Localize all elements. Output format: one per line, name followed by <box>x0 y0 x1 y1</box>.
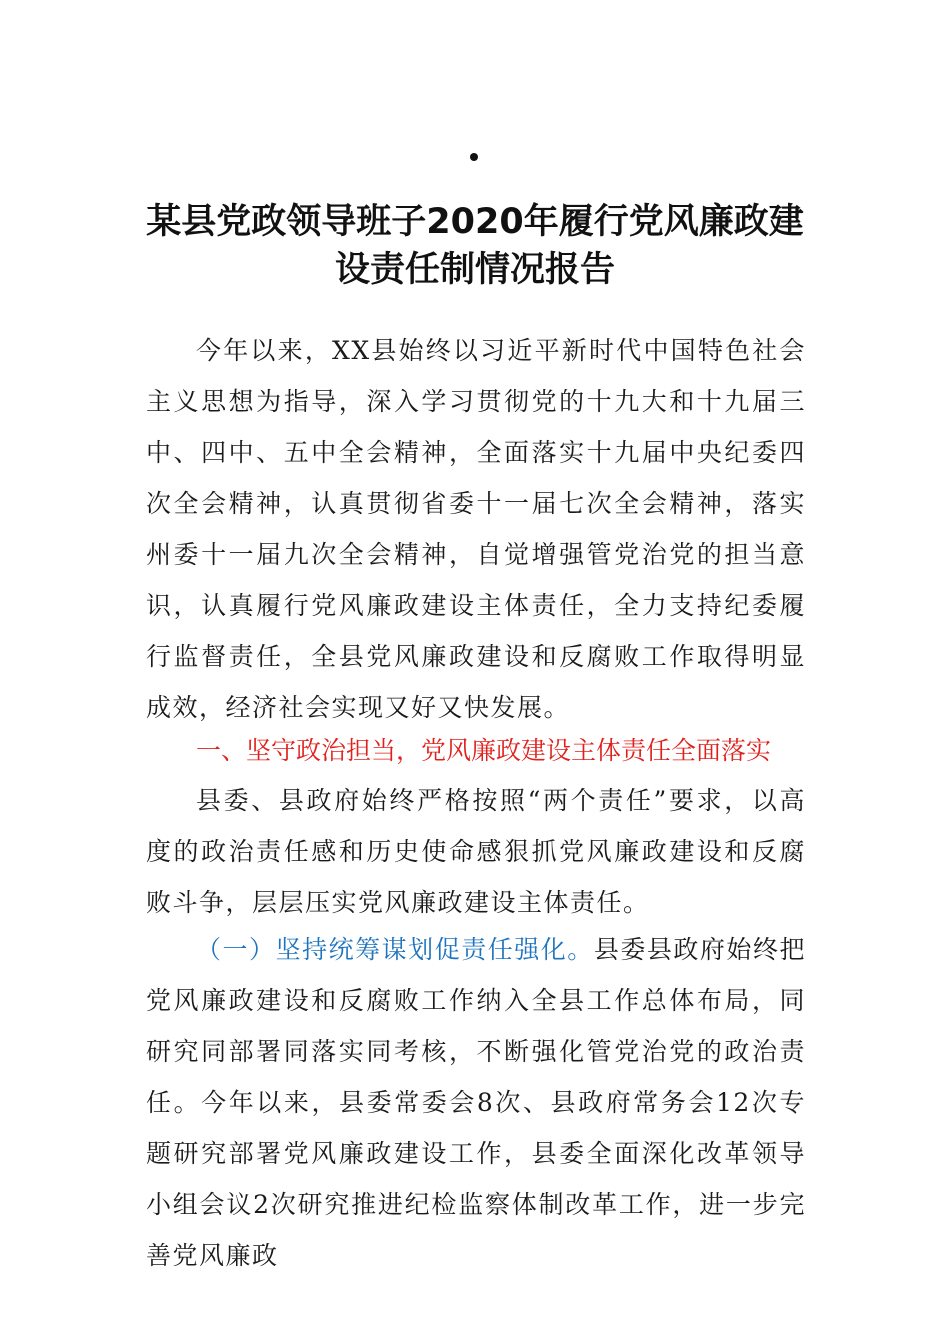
bullet-dot <box>470 153 478 161</box>
subsection-1-body: 县委县政府始终把党风廉政建设和反腐败工作纳入全县工作总体布局，同研究同部署同落实同考核，不断强化管党治党的政治责任。今年以来，县委常委会8次、县政府常务会12次专题研究部署党风廉政建设工作，县委全面深化改革领导小组会议2次研究推进纪检监察体制改革工作，进一步完善党风廉政 <box>146 935 806 1270</box>
paragraph-section-1: 县委、县政府始终严格按照“两个责任”要求，以高度的政治责任感和历史使命感狠抓党风廉政建设和反腐败斗争，层层压实党风廉政建设主体责任。 <box>146 786 806 917</box>
title-line-2: 设责任制情况报告 <box>334 250 615 290</box>
subheading-1: （一）坚持统筹谋划促责任强化。 <box>196 935 594 964</box>
section-heading-1: 一、坚守政治担当，党风廉政建设主体责任全面落实 <box>196 736 772 765</box>
title-line-1: 某县党政领导班子2020年履行党风廉政建 <box>146 202 804 242</box>
paragraph-subsection-1 <box>146 924 806 1281</box>
paragraph-intro: 今年以来，XX县始终以习近平新时代中国特色社会主义思想为指导，深入学习贯彻党的十九大和十九届三中、四中、五中全会精神，全面落实十九届中央纪委四次全会精神，认真贯彻省委十一届七次全会精神，落实州委十一届九次全会精神，自觉增强管党治党的担当意识，认真履行党风廉政建设主体责任，全力支持纪委履行监督责任，全县党风廉政建设和反腐败工作取得明显成效，经济社会实现又好又快发展。 <box>146 336 806 722</box>
